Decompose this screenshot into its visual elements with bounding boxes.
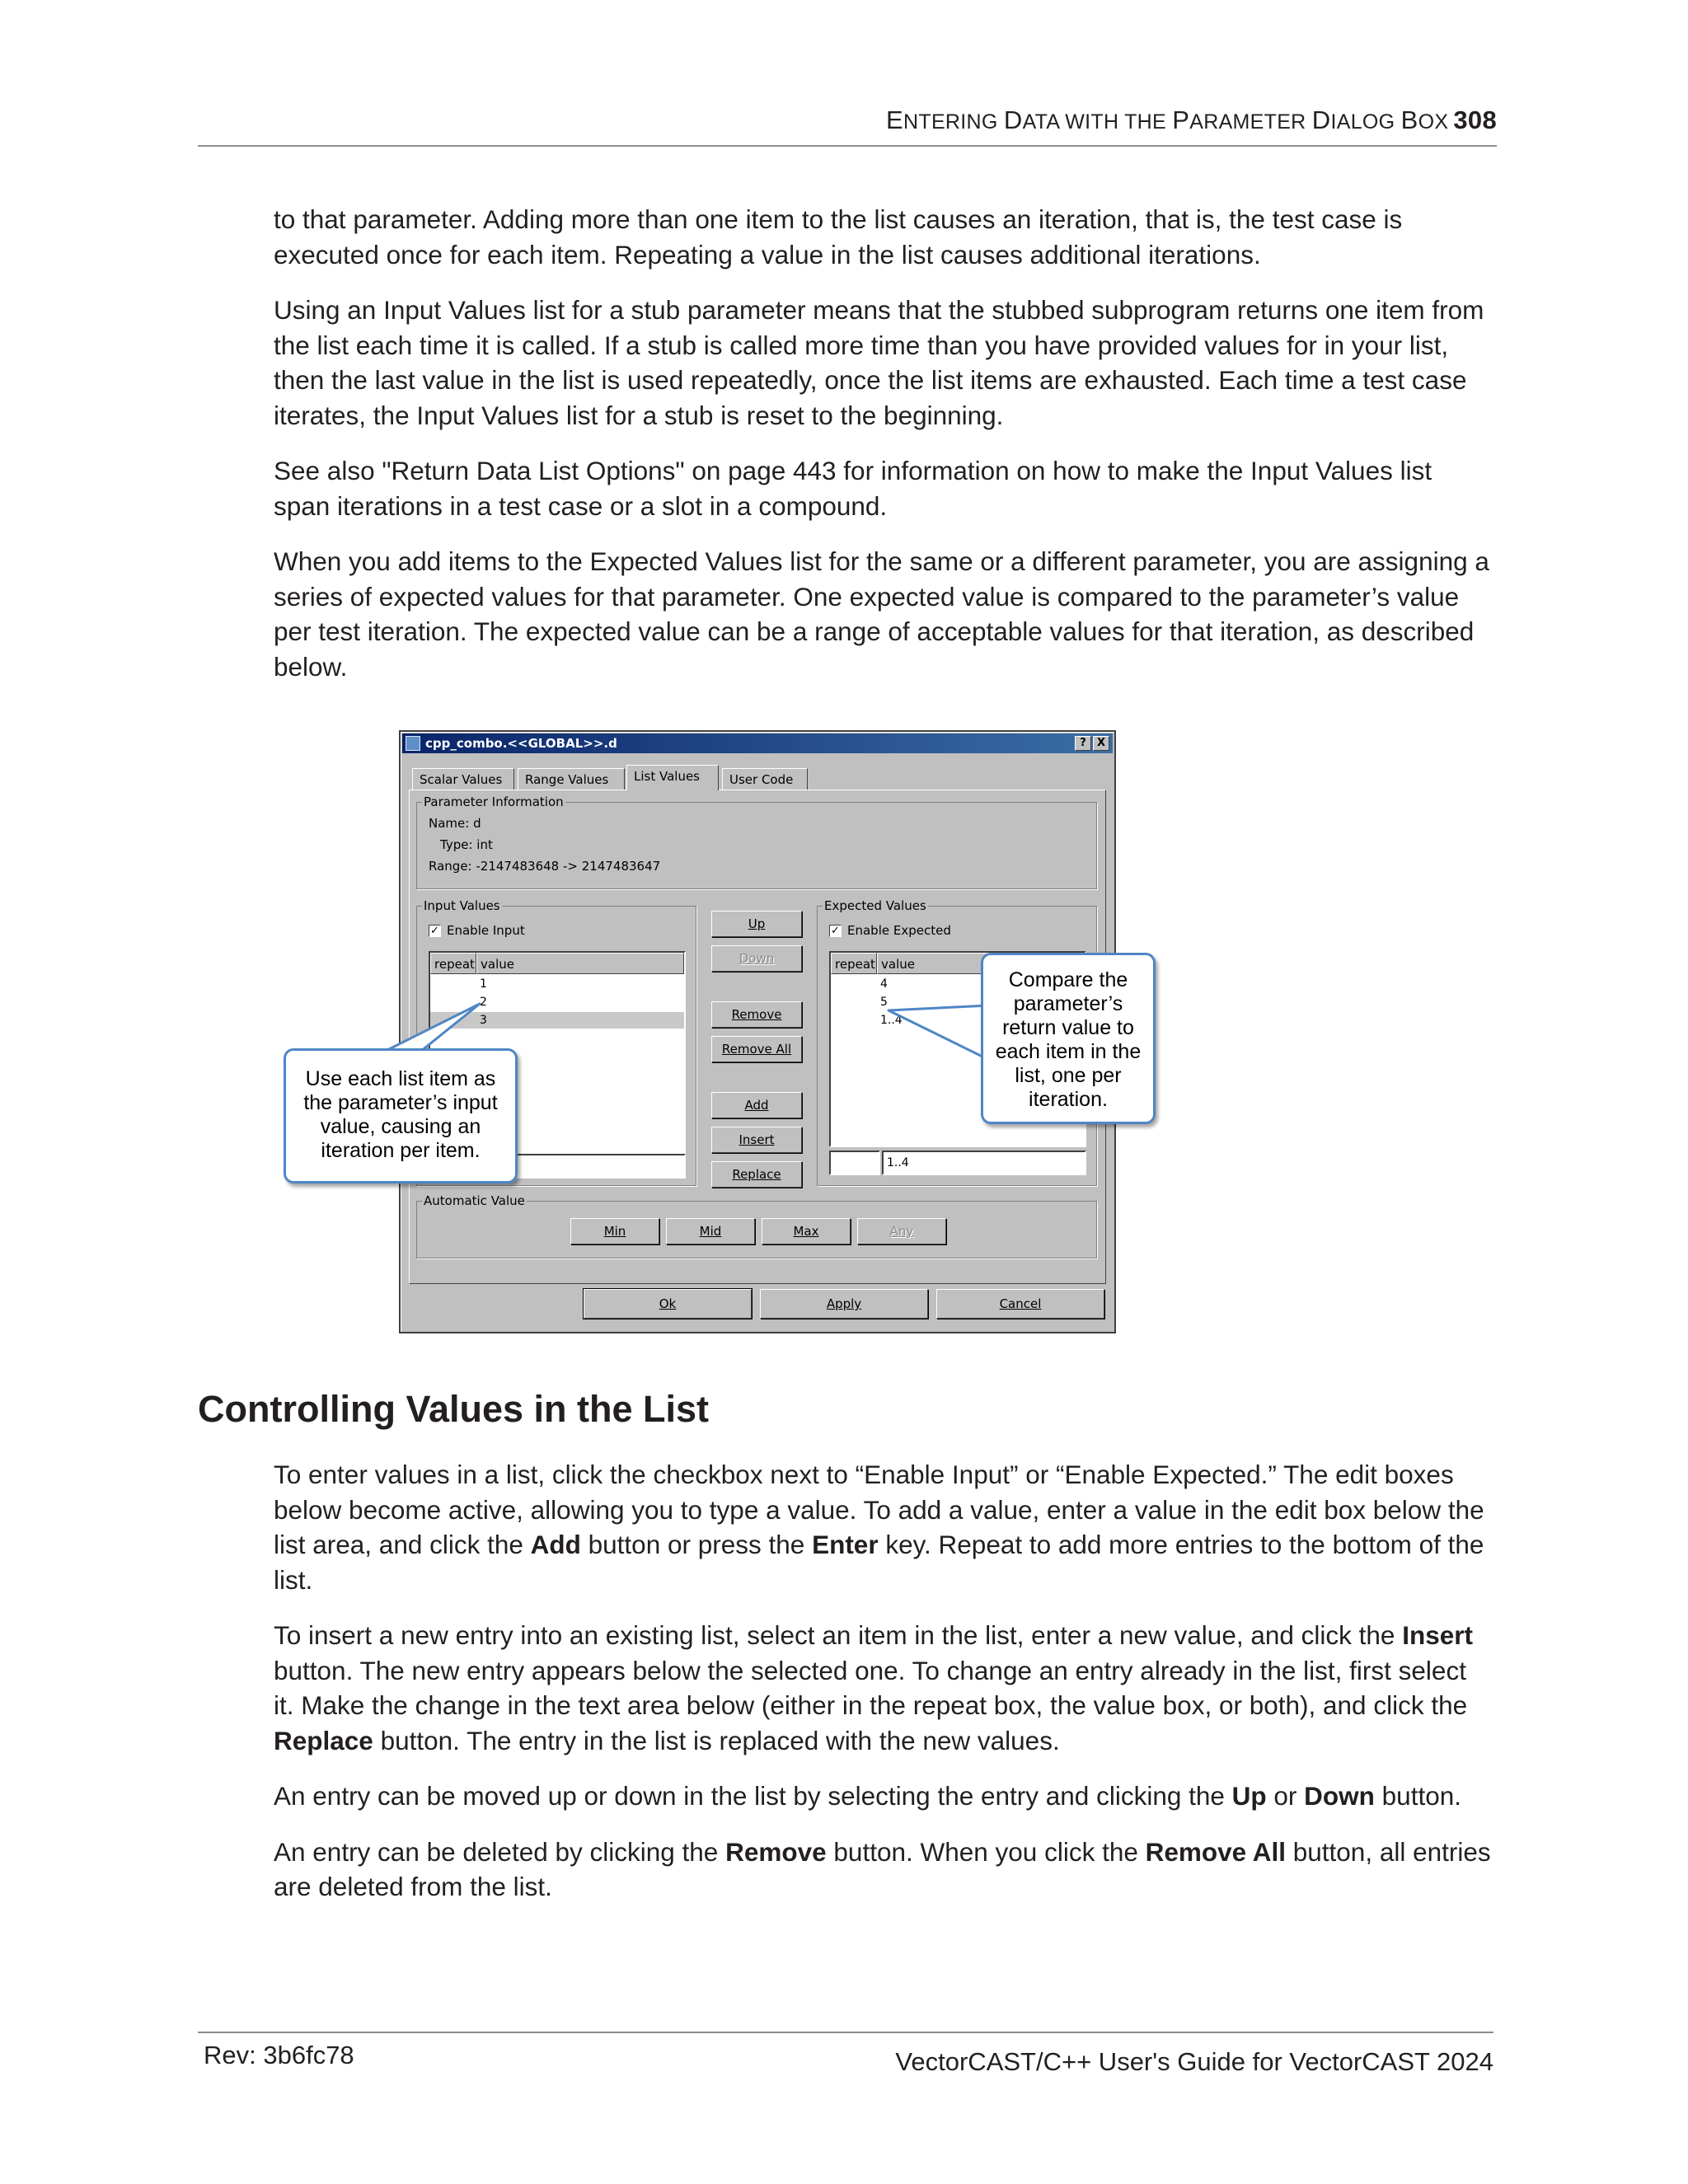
column-repeat[interactable]: repeat <box>831 953 877 974</box>
remove-button[interactable]: Remove <box>711 1001 802 1028</box>
running-header: ENTERING DATA WITH THE PARAMETER DIALOG BOX 308 <box>886 105 1497 134</box>
group-legend: Automatic Value <box>424 1193 525 1208</box>
intro-paragraph: When you add items to the Expected Values list for the same or a different parameter, you are assigning a series of expected values for that parameter. One expected value is compared to the parameter’s value per test iteration. The expected value can be a range of acceptable values for that iteration, as described below. <box>274 546 1489 682</box>
intro-text <box>274 202 1493 705</box>
max-button[interactable]: Max <box>762 1218 851 1244</box>
header-divider <box>198 145 1497 147</box>
section-heading: Controlling Values in the List <box>198 1388 710 1430</box>
up-button[interactable]: Up <box>711 911 802 937</box>
dialog-title: cpp_combo.<<GLOBAL>>.d <box>425 736 617 751</box>
expected-value-editbox[interactable]: 1..4 <box>882 1151 1086 1175</box>
column-repeat[interactable]: repeat <box>430 953 476 974</box>
enable-expected-checkbox[interactable]: ✓ <box>829 925 842 937</box>
tab-range-values[interactable]: Range Values <box>518 768 625 790</box>
list-item[interactable]: 5 <box>880 996 888 1009</box>
callout-input: Use each list item as the parameter’s input value, causing an iteration per item. <box>284 1048 518 1183</box>
param-name: Name: d <box>429 816 481 831</box>
callout-expected: Compare the parameter’s return value to each item in the list, one per iteration. <box>981 953 1156 1124</box>
close-icon[interactable]: X <box>1093 736 1109 751</box>
param-range: Range: -2147483648 -> 2147483647 <box>429 859 661 874</box>
expected-repeat-editbox[interactable] <box>829 1151 880 1175</box>
min-button[interactable]: Min <box>570 1218 659 1244</box>
section-paragraph: An entry can be deleted by clicking the Remove button. When you click the Remove All button, all entries are deleted from the list. <box>274 1836 1491 1901</box>
column-value[interactable]: value <box>877 953 1085 974</box>
cancel-button[interactable]: Cancel <box>936 1289 1104 1319</box>
down-button[interactable]: Down <box>711 945 802 972</box>
ok-button[interactable]: Ok <box>584 1289 752 1319</box>
automatic-value-group <box>416 1193 1097 1258</box>
footer-revision: Rev: 3b6fc78 <box>204 2041 354 2069</box>
section-paragraph: An entry can be moved up or down in the list by selecting the entry and clicking the Up or Down button. <box>274 1781 1461 1811</box>
callout-right-pointer <box>882 986 997 1068</box>
footer-divider <box>198 2032 1493 2033</box>
enable-input-label: Enable Input <box>447 923 525 938</box>
intro-paragraph: to that parameter. Adding more than one item to the list causes an iteration, that is, the test case is executed once for each item. Repeating a value in the list causes additional iterations. <box>274 204 1403 269</box>
dialog-titlebar <box>402 733 1113 753</box>
list-item[interactable]: 2 <box>480 996 487 1009</box>
column-value[interactable]: value <box>476 953 684 974</box>
footer-guide-title: VectorCAST/C++ User's Guide for VectorCAST 2024 <box>895 2047 1493 2076</box>
enable-input-checkbox[interactable]: ✓ <box>429 925 441 937</box>
apply-button[interactable]: Apply <box>760 1289 928 1319</box>
remove-all-button[interactable]: Remove All <box>711 1036 802 1062</box>
page-number: 308 <box>1453 105 1497 134</box>
list-item[interactable]: 1..4 <box>880 1014 903 1027</box>
mid-button[interactable]: Mid <box>666 1218 755 1244</box>
list-item[interactable]: 1 <box>480 977 487 991</box>
parameter-info-group <box>416 794 1097 889</box>
replace-button[interactable]: Replace <box>711 1161 802 1188</box>
group-legend: Parameter Information <box>424 794 564 809</box>
group-legend: Input Values <box>424 898 500 913</box>
add-button[interactable]: Add <box>711 1092 802 1118</box>
enable-expected-label: Enable Expected <box>847 923 951 938</box>
list-item[interactable]: 3 <box>430 1012 684 1029</box>
param-type: Type: int <box>440 837 493 852</box>
intro-paragraph: See also "Return Data List Options" on page 443 for information on how to make the Input Values list span iterations in a test case or a slot in a compound. <box>274 456 1432 521</box>
list-item[interactable]: 4 <box>880 977 888 991</box>
tab-user-code[interactable]: User Code <box>722 768 808 790</box>
intro-paragraph: Using an Input Values list for a stub parameter means that the stubbed subprogram returns one item from the list each time it is called. If a stub is called more time than you have provided values for in your list, then the last value in the list is used repeatedly, once the list items are exhausted. Each time a test case iterates, the Input Values list for a stub is reset to the beginning. <box>274 295 1484 430</box>
any-button[interactable]: Any <box>857 1218 946 1244</box>
section-paragraph: To enter values in a list, click the checkbox next to “Enable Input” or “Enable Expected.” The edit boxes below become active, allowing you to type a value. To add a value, enter a value in the edit box below the list area, and click the Add button or press the Enter key. Repeat to add more entries to the bottom of the list. <box>274 1460 1484 1595</box>
tab-list-values[interactable]: List Values <box>626 765 719 790</box>
section-text <box>274 1457 1493 1925</box>
section-paragraph: To insert a new entry into an existing list, select an item in the list, enter a new value, and click the Insert button. The new entry appears below the selected one. To change an entry already in the list, first select it. Make the change in the text area below (either in the repeat box, the value box, or both), and click the Replace button. The entry in the list is replaced with the new values. <box>274 1620 1473 1755</box>
app-icon <box>406 736 420 751</box>
group-legend: Expected Values <box>824 898 926 913</box>
tab-scalar-values[interactable]: Scalar Values <box>412 768 514 790</box>
insert-button[interactable]: Insert <box>711 1127 802 1153</box>
help-icon[interactable]: ? <box>1075 736 1091 751</box>
